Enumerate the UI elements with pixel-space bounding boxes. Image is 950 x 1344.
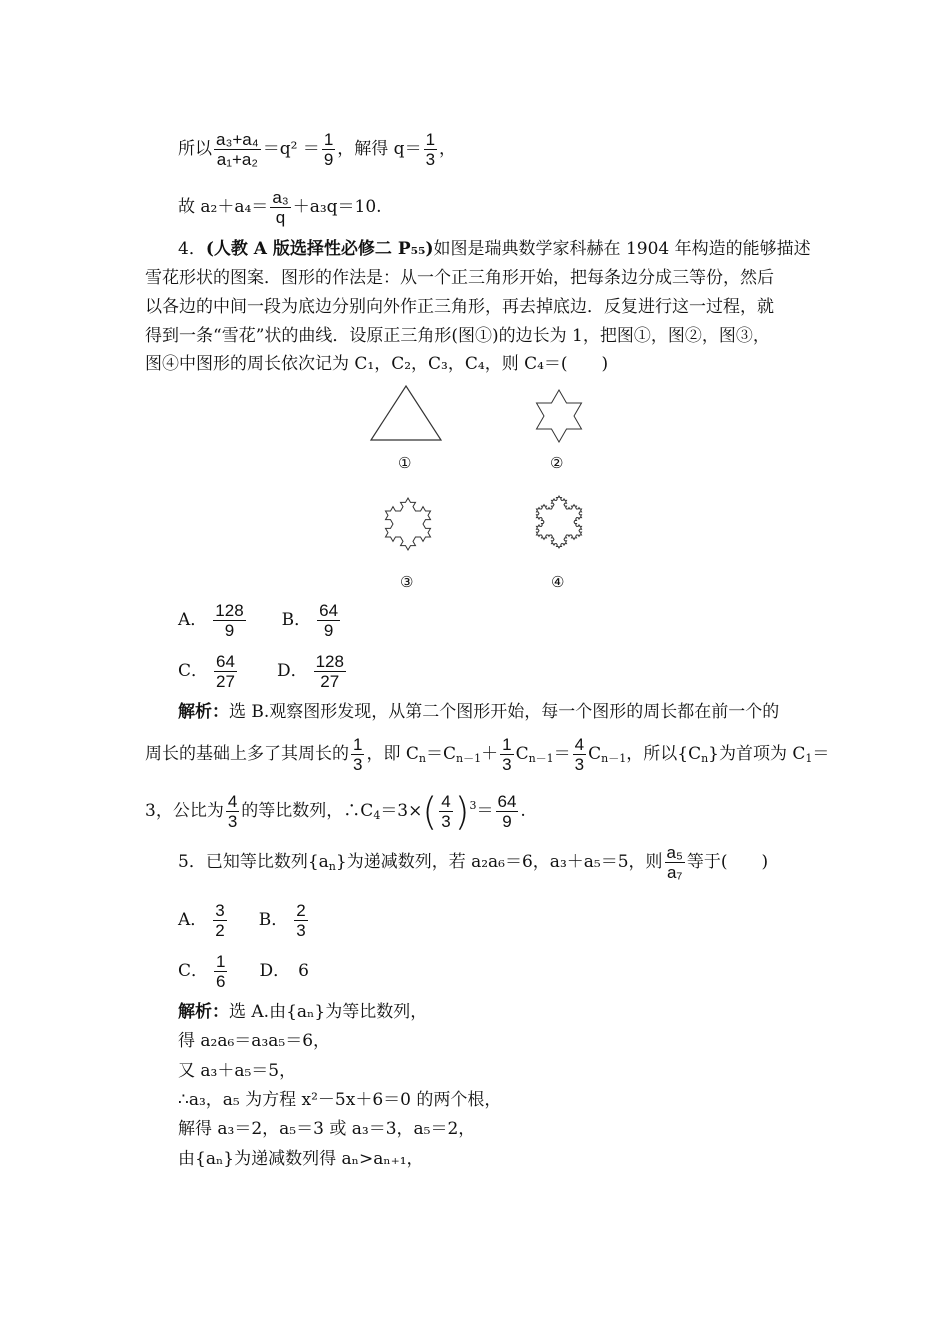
denominator: q — [275, 208, 286, 227]
text: . — [520, 801, 526, 821]
numerator: 1 — [425, 130, 436, 149]
q5-analysis-line-6: 由{aₙ}为递减数列得 aₙ>aₙ₊₁， — [178, 1149, 424, 1169]
option-letter: D． — [276, 661, 308, 681]
left-paren: ( — [422, 789, 438, 834]
numerator: 1 — [216, 952, 226, 971]
q5-analysis-line-4: ∴a₃，a₅ 为方程 x²－5x＋6＝0 的两个根， — [178, 1090, 502, 1110]
superscript: 3 — [469, 799, 477, 812]
q4-analysis-line-2 — [145, 732, 829, 781]
text: C — [515, 744, 529, 764]
denominator: 2 — [215, 921, 225, 940]
denominator: 6 — [216, 972, 226, 991]
q4-stem-line-2: 雪花形状的图案．图形的作法是：从一个正三角形开始，把每条边分成三等份，然后 — [145, 268, 774, 288]
subscript: 4 — [373, 809, 381, 822]
q5-analysis-line-1 — [178, 1001, 427, 1023]
numerator: a₃ — [272, 188, 289, 207]
snowflake-outline — [536, 390, 581, 442]
figure-label-4: ④ — [551, 574, 565, 591]
denominator: 9 — [323, 621, 334, 640]
denominator: 3 — [441, 812, 451, 831]
subscript: n－1 — [528, 752, 554, 765]
fraction — [270, 188, 290, 227]
question-number: 4． — [178, 239, 206, 259]
text: C — [588, 744, 602, 764]
denominator: a₁+a₂ — [216, 150, 258, 169]
option-a-fraction — [213, 601, 245, 640]
option-letter: B． — [281, 610, 312, 630]
denominator: 9 — [502, 812, 512, 831]
text: 选 B.观察图形发现，从第二个图形开始，每一个图形的周长都在前一个的 — [229, 702, 780, 722]
option-c-fraction — [214, 652, 237, 691]
text: ＝3× — [380, 801, 423, 821]
option-letter: A． — [178, 910, 208, 930]
text: 3，公比为 — [145, 801, 224, 821]
q4-stem-line-5: 图④中图形的周长依次记为 C₁，C₂，C₃，C₄，则 C₄＝( ) — [145, 354, 609, 374]
text: 所以 — [178, 139, 212, 159]
analysis-label: 解析： — [178, 1002, 229, 1022]
prev-line-1 — [178, 127, 456, 171]
snowflake-outline — [385, 498, 430, 550]
denominator: 27 — [320, 672, 340, 691]
denominator: 3 — [353, 755, 363, 774]
fraction — [665, 843, 685, 882]
text: 的等比数列，∴C — [241, 801, 374, 821]
text: 周长的基础上多了其周长的 — [145, 744, 349, 764]
text: 选 A.由{aₙ}为等比数列， — [229, 1002, 428, 1022]
text: ，解得 q＝ — [337, 139, 422, 159]
fraction — [226, 792, 239, 831]
option-d-value: 6 — [298, 961, 309, 981]
q4-stem-line-3: 以各边的中间一段为底边分别向外作正三角形，再去掉底边．反复进行这一过程，就 — [145, 297, 774, 317]
text: ，即 C — [366, 744, 419, 764]
denominator: 3 — [574, 755, 585, 774]
right-paren: ) — [454, 789, 470, 834]
denominator: 9 — [224, 621, 235, 640]
numerator: 64 — [319, 601, 339, 620]
numerator: 4 — [574, 735, 585, 754]
snowflake-outline — [536, 496, 581, 548]
subscript: n — [418, 752, 426, 765]
analysis-label: 解析： — [178, 702, 229, 722]
option-letter: C． — [178, 961, 209, 981]
subscript: n－1 — [456, 752, 482, 765]
koch-figure-4 — [519, 482, 599, 562]
numerator: 64 — [216, 652, 235, 671]
text: ＝C — [425, 744, 456, 764]
numerator: a₃+a₄ — [216, 130, 259, 149]
q5-analysis-line-3: 又 a₃＋a₅＝5， — [178, 1061, 297, 1081]
numerator: 4 — [227, 792, 238, 811]
subscript: n－1 — [601, 752, 627, 765]
figure-label-1: ① — [398, 455, 412, 472]
q4-stem-line-1 — [178, 238, 811, 260]
fraction — [424, 130, 437, 169]
q4-stem-line-4: 得到一条“雪花”状的曲线．设原正三角形(图①)的边长为 1，把图①，图②，图③， — [145, 326, 770, 346]
numerator: 1 — [502, 735, 512, 754]
text: ＝q² ＝ — [262, 139, 320, 159]
numerator: 64 — [497, 792, 517, 811]
text: ＝ — [553, 744, 571, 764]
text: 如图是瑞典数学家科赫在 1904 年构造的能够描述 — [433, 239, 811, 259]
question-number: 5． — [178, 852, 206, 872]
denominator: 3 — [296, 921, 306, 940]
numerator: 1 — [353, 735, 363, 754]
text: 故 a₂＋a₄＝ — [178, 197, 269, 217]
option-letter: C． — [178, 661, 209, 681]
fraction — [351, 735, 364, 774]
text: ＝ — [812, 744, 830, 764]
text: ＝ — [476, 801, 494, 821]
q5-analysis-line-5: 解得 a₃＝2，a₅＝3 或 a₃＝3，a₅＝2， — [178, 1119, 476, 1139]
fraction — [500, 735, 513, 774]
fraction — [322, 130, 335, 169]
option-a-fraction — [213, 901, 226, 940]
denominator: a₇ — [667, 863, 683, 882]
fraction — [496, 792, 519, 831]
fraction — [439, 792, 452, 831]
numerator: 2 — [296, 901, 306, 920]
text: ， — [439, 139, 457, 159]
fraction — [573, 735, 586, 774]
text: ＋a₃q＝10. — [292, 197, 382, 217]
numerator: 3 — [215, 901, 225, 920]
text: ＋ — [481, 744, 499, 764]
q5-stem — [178, 840, 768, 889]
option-letter: D． — [259, 961, 291, 981]
q5-analysis-line-2: 得 a₂a₆＝a₃a₅＝6， — [178, 1031, 331, 1051]
text: 已知等比数列{a — [205, 852, 329, 872]
numerator: 4 — [441, 792, 451, 811]
triangle-shape — [371, 386, 441, 440]
option-c-fraction — [214, 952, 227, 991]
option-letter: A． — [178, 610, 208, 630]
prev-line-2 — [178, 185, 382, 229]
numerator: 128 — [215, 601, 244, 620]
subscript: n — [701, 752, 709, 765]
numerator: 128 — [315, 652, 344, 671]
option-letter: B． — [258, 910, 289, 930]
numerator: a₅ — [666, 843, 683, 862]
koch-figure-1 — [365, 382, 447, 444]
numerator: 1 — [323, 130, 334, 149]
subscript: 1 — [805, 752, 813, 765]
q4-analysis-line-1 — [178, 701, 779, 723]
figure-label-3: ③ — [400, 574, 414, 591]
text: ，所以{C — [626, 744, 702, 764]
text: }为递减数列，若 a₂a₆＝6，a₃＋a₅＝5，则 — [335, 852, 663, 872]
option-b-fraction — [294, 901, 307, 940]
figure-label-2: ② — [550, 455, 564, 472]
option-d-fraction — [314, 652, 346, 691]
denominator: 3 — [425, 150, 436, 169]
denominator: 9 — [323, 150, 334, 169]
koch-figure-2 — [519, 376, 599, 456]
q4-options-row-1 — [178, 598, 342, 642]
q5-options-row-2 — [178, 949, 309, 993]
question-source: (人教 A 版选择性必修二 P₅₅) — [205, 239, 434, 259]
q5-options-row-1 — [178, 898, 310, 942]
koch-figure-3 — [368, 484, 448, 564]
q4-analysis-line-3 — [145, 784, 526, 838]
text: 等于( ) — [686, 852, 769, 872]
fraction — [214, 130, 261, 169]
denominator: 3 — [502, 755, 512, 774]
denominator: 27 — [216, 672, 235, 691]
text: }为首项为 C — [708, 744, 806, 764]
option-b-fraction — [317, 601, 340, 640]
subscript: n — [328, 860, 336, 873]
q4-options-row-2 — [178, 649, 348, 693]
denominator: 3 — [227, 812, 238, 831]
